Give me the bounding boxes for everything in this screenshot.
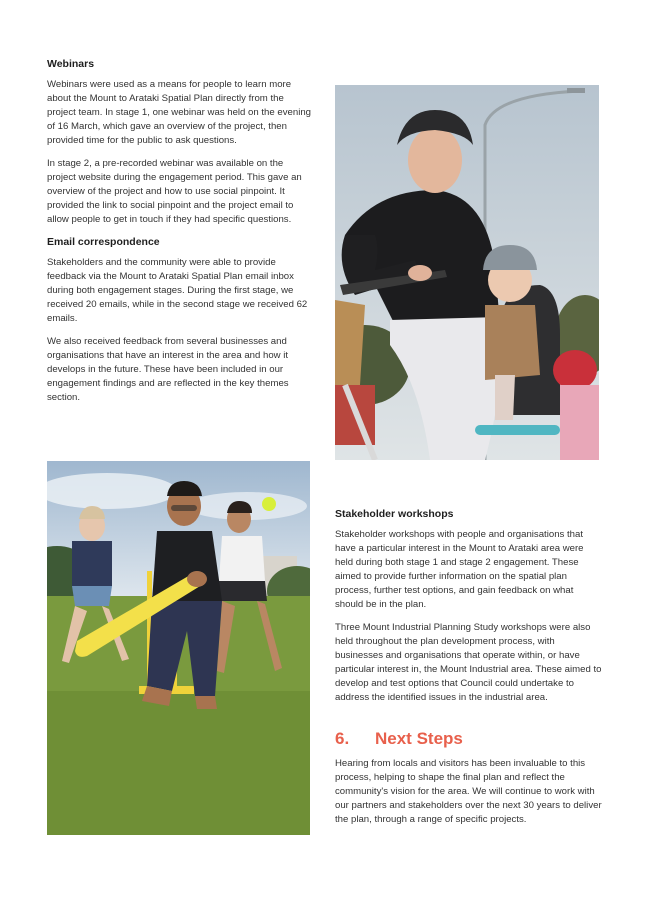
left-column — [47, 58, 312, 414]
workshops-heading: Stakeholder workshops — [335, 508, 454, 520]
cyclist-illustration — [335, 85, 599, 460]
webinars-heading: Webinars — [47, 58, 95, 70]
next-steps-paragraph: Hearing from locals and visitors has been invaluable to this process, helping to shape the final plan and reflect the community's vision for the area. We will continue to work with our partners and stakeholders over the next 30 years to deliver the plan, through a range of specific projects. — [335, 758, 602, 825]
right-column — [335, 508, 603, 836]
workshops-paragraph-1: Stakeholder workshops with people and organisations that have a particular interest in the Mount to Arataki area were held during both stage 1 and stage 2 engagement. These aimed to provide further information on the spatial plan process, further test options, and gain feedback on what should be in the plan. — [335, 529, 584, 610]
cricket-illustration — [47, 461, 310, 835]
email-paragraph-1: Stakeholders and the community were able to provide feedback via the Mount to Arataki Spatial Plan email inbox during both engagement stages. During the first stage, we received 20 emails, while in the second stage we received 62 emails. — [47, 257, 308, 324]
next-steps-number: 6. — [335, 729, 350, 748]
webinars-paragraph-2: In stage 2, a pre-recorded webinar was available on the project website during the engagement period. This gave an overview of the project and how to use social pinpoint. It provided the link to social pinpoint and the project email to allow people to get in touch if they had specific questions. — [47, 158, 302, 225]
email-heading: Email correspondence — [47, 236, 160, 248]
webinars-paragraph-1: Webinars were used as a means for people to learn more about the Mount to Arataki Spatial Plan directly from the project team. In stage 1, one webinar was held on the evening of 16 March, which gave an overview of the project, then provided time for the public to ask questions. — [47, 79, 311, 146]
next-steps-title: Next Steps — [375, 729, 463, 748]
photo-cyclist — [335, 85, 599, 460]
email-paragraph-2: We also received feedback from several businesses and organisations that have an interest in the area and how it develops in the future. These have been included in our engagement findings and are reflected in the key themes section. — [47, 336, 289, 403]
photo-cricket — [47, 461, 310, 835]
next-steps-heading — [335, 729, 603, 749]
workshops-paragraph-2: Three Mount Industrial Planning Study workshops were also held throughout the plan development process, with businesses and organisations that operate within, or have particular interest in, the Mount Industrial area. These aimed to develop and test options that Council could undertake to address the identified issues in the industrial area. — [335, 622, 602, 703]
